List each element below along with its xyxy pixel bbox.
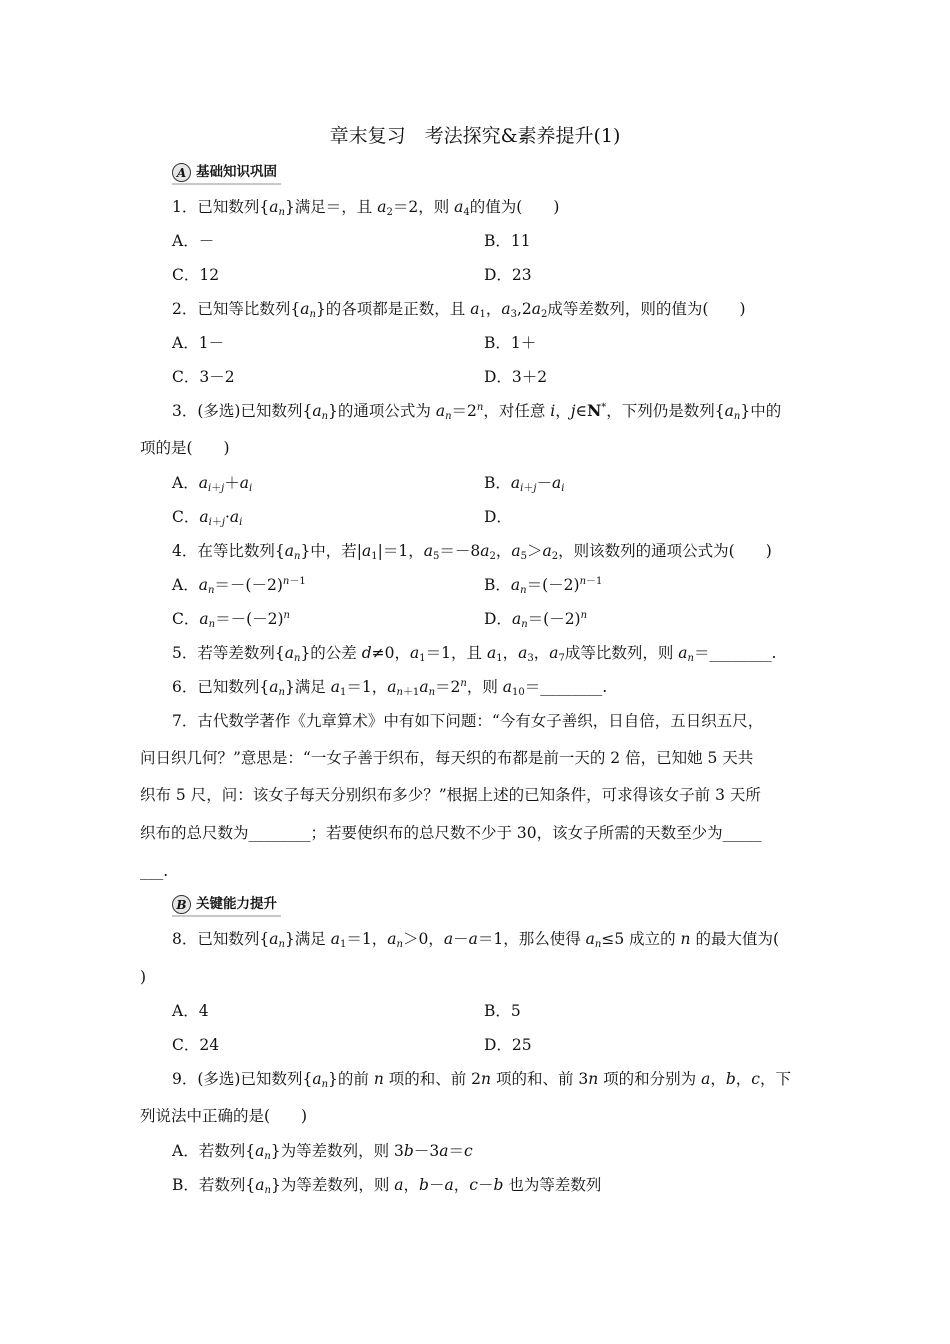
text-line: B．$a_n=(-2)^{n-1}$ <box>484 576 603 596</box>
text-line: A．－ <box>172 232 215 250</box>
text-line: B．$a_{i+j}-a_i$ <box>484 474 565 494</box>
text-line: 织布的总尺数为________；若要使织布的总尺数不少于 30，该女子所需的天数至少为_____ <box>140 824 762 842</box>
text-line: C．$a_{i+j}\cdot a_i$ <box>172 508 243 528</box>
text-line: C．3－2 <box>172 368 235 386</box>
section-header-basic <box>172 161 281 185</box>
text-line: 3．(多选)已知数列$\{a_n\}$的通项公式为 $a_n=2^n$，对任意 i，j∈N*，下列仍是数列$\{a_n\}$中的 <box>172 401 782 422</box>
section-label: 基础知识巩固 <box>196 164 277 180</box>
text-line: A．1－ <box>172 334 225 352</box>
text-line: 9．(多选)已知数列$\{a_n\}$的前 n 项的和、前 2n 项的和、前 3n 项的和分别为 a，b，c，下 <box>172 1070 791 1090</box>
text-line: C．$a_n=-(-2)^n$ <box>172 610 290 630</box>
text-line: 项的是( ) <box>140 439 230 457</box>
text-line: 列说法中正确的是( ) <box>140 1107 308 1125</box>
text-line: A．$a_{i+j}+a_i$ <box>172 474 253 494</box>
text-line: D． <box>484 508 512 526</box>
text-line: 8．已知数列$\{a_n\}$满足 $a_1=1$，$a_n>0$，a－a＝1，那么使得 $a_n\le 5$ 成立的 n 的最大值为( <box>172 930 779 950</box>
text-line: D．$a_n=(-2)^n$ <box>484 610 588 630</box>
text-line: ) <box>140 968 147 986</box>
text-line: 织布 5 尺，问：该女子每天分别织布多少？”根据上述的已知条件，可求得该女子前 3 天所 <box>140 786 761 804</box>
text-line: A．4 <box>172 1002 209 1020</box>
text-line: 5．若等差数列$\{a_n\}$的公差 d≠0，$a_1=1$，且 $a_1$，$a_3$，$a_7$成等比数列，则 $a_n=\_\_\_\_\_\_\_\_$. <box>172 644 777 664</box>
text-line: 1．已知数列$\{a_n\}$满足＝，且 $a_2=2$，则 $a_4$的值为( ) <box>172 198 560 218</box>
text-line: B．若数列$\{a_n\}$为等差数列，则 a，b－a，c－b 也为等差数列 <box>172 1176 602 1196</box>
text-line: C．24 <box>172 1036 220 1054</box>
text-line: 6．已知数列$\{a_n\}$满足 $a_1=1$，$a_{n+1}a_n=2^n$，则 $a_{10}=\_\_\_\_\_\_\_\_$. <box>172 678 608 698</box>
text-line: B．1＋ <box>484 334 537 352</box>
text-line: B．5 <box>484 1002 521 1020</box>
section-badge-icon: A <box>172 163 191 182</box>
text-line: 7．古代数学著作《九章算术》中有如下问题：“今有女子善织，日自倍，五日织五尺， <box>172 712 764 730</box>
section-label: 关键能力提升 <box>196 896 277 912</box>
section-badge-icon: B <box>172 895 191 914</box>
text-line: D．23 <box>484 266 532 284</box>
section-header-advanced <box>172 893 281 917</box>
text-line: 2．已知等比数列$\{a_n\}$的各项都是正数，且 $a_1$，$a_3,2a_2$成等差数列，则的值为( ) <box>172 300 746 320</box>
text-line: C．12 <box>172 266 220 284</box>
text-line: A．若数列$\{a_n\}$为等差数列，则 3b－3a＝c <box>172 1142 473 1162</box>
text-line: D．25 <box>484 1036 532 1054</box>
text-line: ___. <box>140 862 169 880</box>
page-title: 章末复习 考法探究&素养提升(1) <box>329 125 621 147</box>
text-line: 4．在等比数列$\{a_n\}$中，若$|a_1|=1$，$a_5=-8a_2$，$a_5>a_2$，则该数列的通项公式为( ) <box>172 542 772 562</box>
text-line: D．3＋2 <box>484 368 548 386</box>
text-line: A．$a_n=-(-2)^{n-1}$ <box>172 576 306 596</box>
text-line: 问日织几何？”意思是：“一女子善于织布，每天织的布都是前一天的 2 倍，已知她 5 天共 <box>140 749 754 767</box>
text-line: B．11 <box>484 232 531 250</box>
